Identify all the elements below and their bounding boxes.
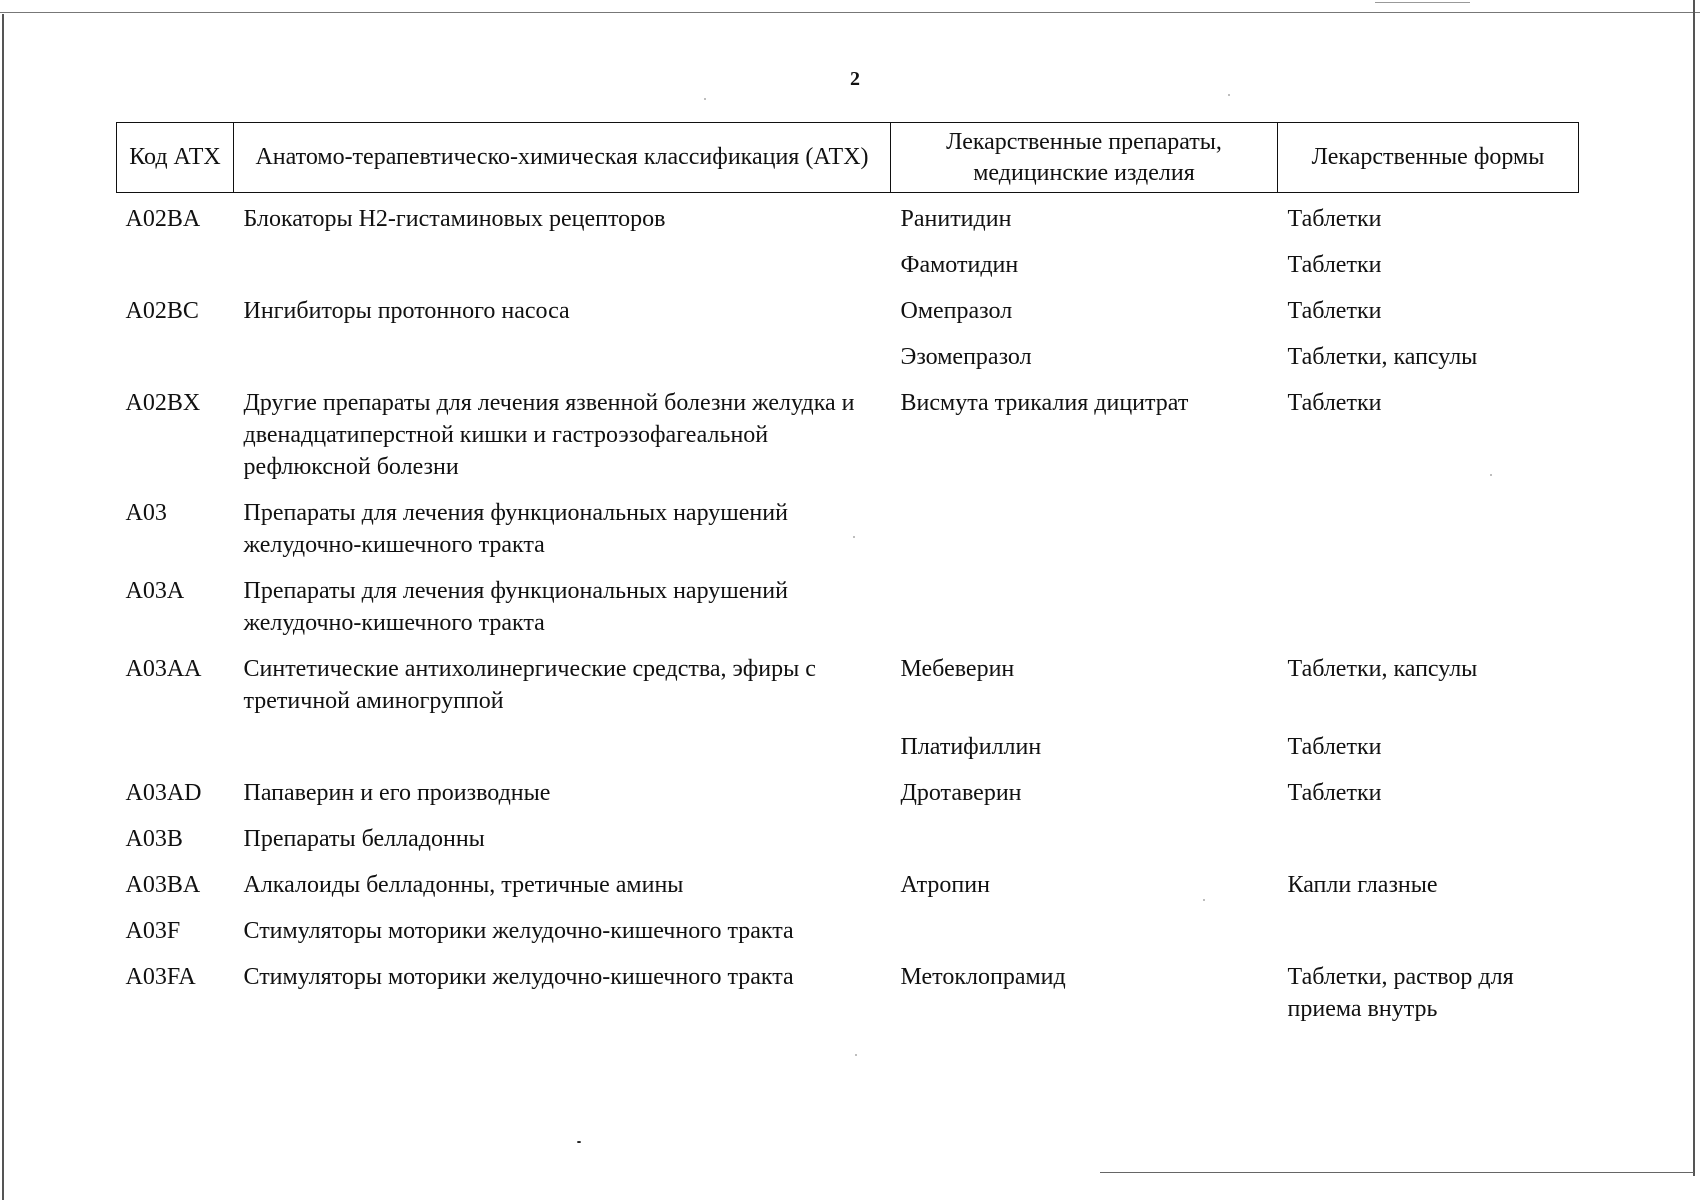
table-header bbox=[117, 123, 1579, 193]
cell-drug bbox=[891, 907, 1278, 953]
table-row bbox=[117, 645, 1579, 723]
cell-form: Таблетки, капсулы bbox=[1287, 344, 1478, 370]
scan-edge-bottom bbox=[1100, 1172, 1694, 1173]
table-row bbox=[117, 907, 1579, 953]
cell-code: A03AA bbox=[125, 656, 202, 682]
header-drugs: Лекарственные препараты, медицинские изделия bbox=[891, 123, 1278, 193]
cell-form bbox=[1278, 489, 1579, 567]
cell-classification bbox=[234, 333, 891, 379]
header-forms: Лекарственные формы bbox=[1278, 123, 1579, 193]
cell-classification: Другие препараты для лечения язвенной болезни желудка и двенадцатиперстной кишки и гастроэзофагеальной рефлюксной болезни bbox=[243, 390, 855, 480]
cell-classification: Блокаторы H2-гистаминовых рецепторов bbox=[243, 206, 666, 232]
scan-edge-top-segment bbox=[1375, 2, 1470, 3]
cell-classification: Алкалоиды белладонны, третичные амины bbox=[243, 872, 684, 898]
table-row bbox=[117, 287, 1579, 333]
cell-drug: Платифиллин bbox=[900, 734, 1042, 760]
cell-code: A03F bbox=[125, 918, 181, 944]
cell-drug: Атропин bbox=[900, 872, 990, 898]
table-row bbox=[117, 333, 1579, 379]
cell-classification bbox=[234, 723, 891, 769]
cell-drug: Метоклопрамид bbox=[900, 964, 1066, 990]
cell-drug: Омепразол bbox=[900, 298, 1013, 324]
cell-form: Таблетки, капсулы bbox=[1287, 656, 1478, 682]
cell-classification: Препараты для лечения функциональных нарушений желудочно-кишечного тракта bbox=[243, 578, 788, 636]
cell-drug: Мебеверин bbox=[900, 656, 1015, 682]
table-row bbox=[117, 723, 1579, 769]
cell-form: Таблетки bbox=[1287, 734, 1382, 760]
cell-code: A03B bbox=[125, 826, 183, 852]
cell-code bbox=[117, 333, 234, 379]
atc-table bbox=[116, 122, 1579, 1031]
cell-drug bbox=[891, 815, 1278, 861]
cell-code: A02BC bbox=[125, 298, 199, 324]
table-row bbox=[117, 193, 1579, 242]
cell-form: Таблетки bbox=[1287, 252, 1382, 278]
cell-code: A02BA bbox=[125, 206, 201, 232]
cell-code: A03FA bbox=[125, 964, 196, 990]
table-body bbox=[117, 193, 1579, 1032]
scan-speck bbox=[577, 1141, 581, 1143]
cell-form: Таблетки bbox=[1287, 780, 1382, 806]
scan-speck bbox=[855, 1054, 857, 1056]
cell-drug bbox=[891, 567, 1278, 645]
cell-drug bbox=[891, 489, 1278, 567]
table-row bbox=[117, 241, 1579, 287]
table-row bbox=[117, 379, 1579, 489]
cell-drug: Дротаверин bbox=[900, 780, 1022, 806]
cell-classification: Препараты для лечения функциональных нарушений желудочно-кишечного тракта bbox=[243, 500, 788, 558]
table-row bbox=[117, 815, 1579, 861]
cell-code: A03A bbox=[125, 578, 185, 604]
scan-speck bbox=[1228, 94, 1230, 96]
page-number: 2 bbox=[850, 68, 860, 90]
cell-code: A02BX bbox=[125, 390, 201, 416]
table-row bbox=[117, 861, 1579, 907]
cell-classification: Препараты белладонны bbox=[243, 826, 485, 852]
scan-edge-top bbox=[0, 12, 1700, 13]
cell-classification: Стимуляторы моторики желудочно-кишечного тракта bbox=[243, 918, 794, 944]
cell-code bbox=[117, 241, 234, 287]
scan-edge-left bbox=[2, 14, 4, 1200]
cell-code: A03AD bbox=[125, 780, 202, 806]
table-row bbox=[117, 489, 1579, 567]
cell-form: Таблетки bbox=[1287, 206, 1382, 232]
cell-classification: Папаверин и его производные bbox=[243, 780, 551, 806]
cell-drug: Висмута трикалия дицитрат bbox=[900, 390, 1189, 416]
header-code: Код АТХ bbox=[117, 123, 234, 193]
table-row bbox=[117, 769, 1579, 815]
cell-classification: Стимуляторы моторики желудочно-кишечного тракта bbox=[243, 964, 794, 990]
header-row bbox=[117, 123, 1579, 193]
cell-drug: Ранитидин bbox=[900, 206, 1012, 232]
table-row bbox=[117, 953, 1579, 1031]
scan-speck bbox=[704, 98, 706, 100]
cell-classification: Ингибиторы протонного насоса bbox=[243, 298, 570, 324]
cell-form: Таблетки bbox=[1287, 298, 1382, 324]
cell-form bbox=[1278, 567, 1579, 645]
cell-form bbox=[1278, 907, 1579, 953]
cell-drug: Эзомепразол bbox=[900, 344, 1032, 370]
cell-classification bbox=[234, 241, 891, 287]
cell-form bbox=[1278, 815, 1579, 861]
cell-code bbox=[117, 723, 234, 769]
header-classification: Анатомо-терапевтическо-химическая классификация (АТХ) bbox=[234, 123, 891, 193]
cell-code: A03BA bbox=[125, 872, 201, 898]
cell-classification: Синтетические антихолинергические средства, эфиры с третичной аминогруппой bbox=[243, 656, 816, 714]
table-row bbox=[117, 567, 1579, 645]
cell-form: Таблетки, раствор для приема внутрь bbox=[1287, 964, 1514, 1022]
scan-edge-right bbox=[1693, 0, 1695, 1176]
cell-form: Таблетки bbox=[1287, 390, 1382, 416]
cell-code: A03 bbox=[125, 500, 167, 526]
cell-form: Капли глазные bbox=[1287, 872, 1438, 898]
cell-drug: Фамотидин bbox=[900, 252, 1019, 278]
